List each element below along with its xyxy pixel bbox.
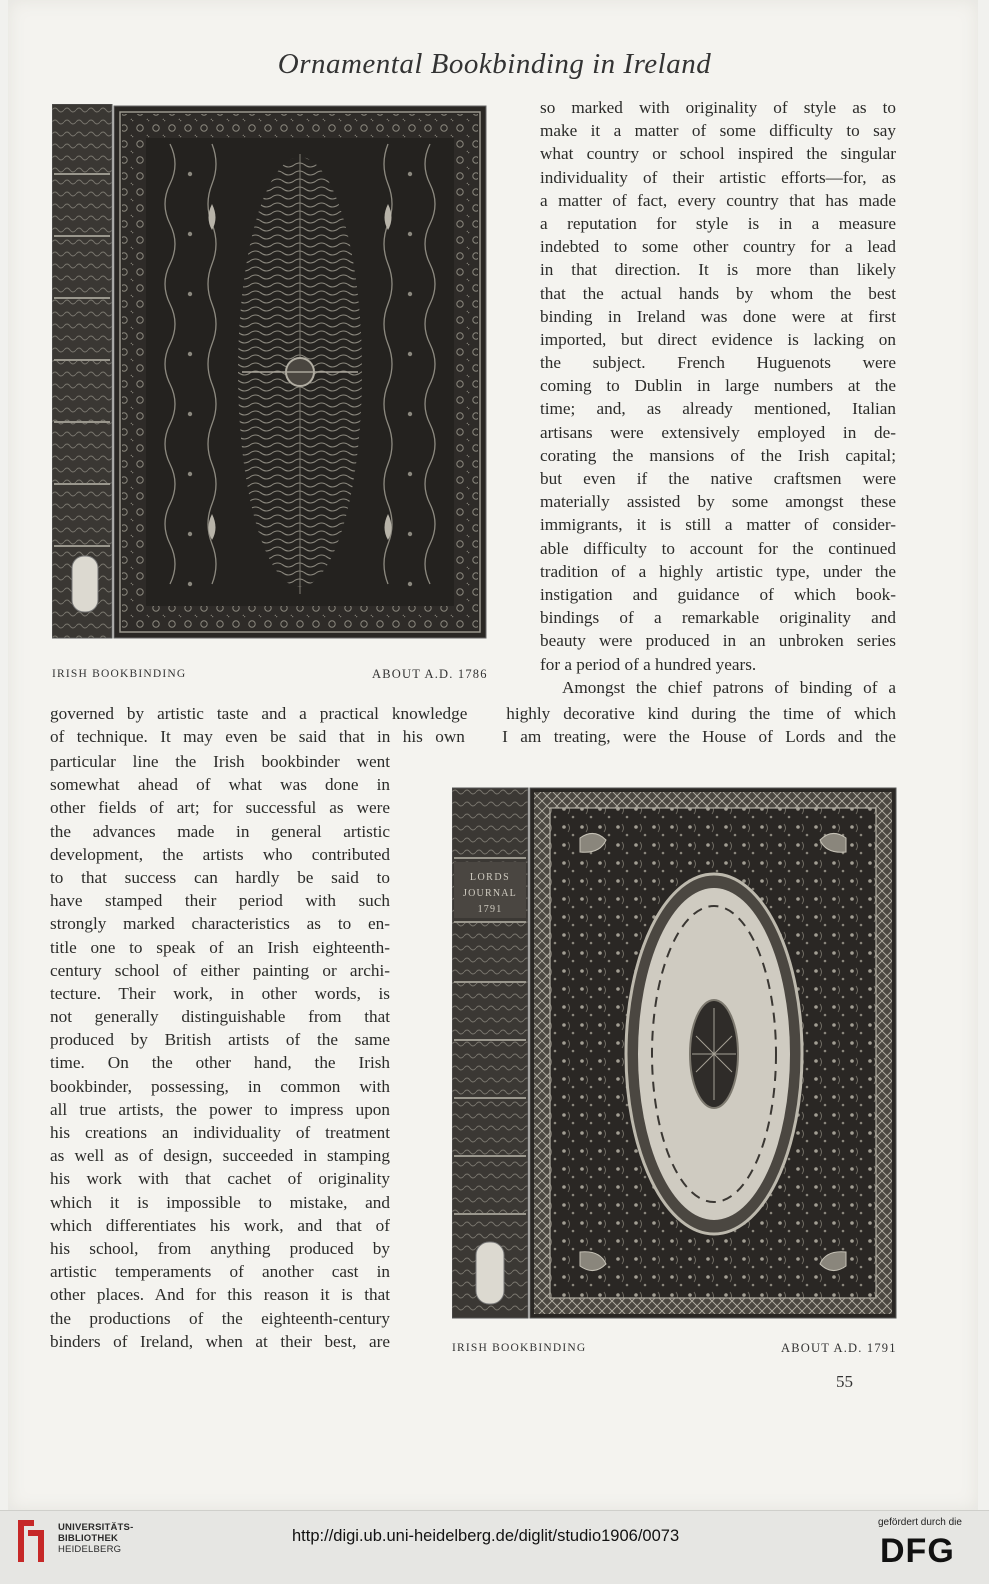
- dfg-logo: DFG: [880, 1532, 955, 1570]
- text-line: that the actual hands by whom the best: [540, 283, 896, 303]
- text-line: artisans were extensively employed in de-: [540, 422, 896, 442]
- text-line: immigrants, it is still a matter of consider-: [540, 515, 896, 535]
- text-line: other places. And for this reason it is that: [50, 1285, 390, 1305]
- text-line: his school, from anything produced by: [50, 1238, 390, 1258]
- text-line: corating the mansions of the Irish capital;: [540, 445, 896, 465]
- university-library-logo-icon: [14, 1516, 48, 1568]
- text-line: the subject. French Huguenots were: [540, 353, 896, 373]
- text-column-right: [540, 96, 896, 699]
- text-line: to that success can hardly be said to: [50, 867, 390, 887]
- library-line: UNIVERSITÄTS-: [58, 1522, 134, 1533]
- text-line: have stamped their period with such: [50, 891, 390, 911]
- text-line: artistic temperaments of another cast in: [50, 1262, 390, 1282]
- page-number: 55: [836, 1372, 853, 1391]
- figure-2-caption-date: ABOUT A.D. 1791: [781, 1341, 897, 1355]
- text-line: binding in Ireland was done were at first: [540, 306, 896, 326]
- text-line: a reputation for style is in a measure: [540, 213, 896, 233]
- text-line: individuality of their artistic efforts—for, as: [540, 167, 896, 187]
- text-line: what country or school inspired the singular: [540, 144, 896, 164]
- text-column-left: [50, 750, 390, 1353]
- text-line: make it a matter of some difficulty to say: [540, 121, 896, 141]
- text-line: governed by artistic taste and a practical knowledge highly decorative kind during the time of which: [50, 704, 896, 723]
- digitization-footer: [0, 1510, 989, 1584]
- source-url-link[interactable]: http://digi.ub.uni-heidelberg.de/diglit/studio1906/0073: [292, 1527, 680, 1545]
- text-full-width: [50, 702, 896, 748]
- library-line: BIBLIOTHEK: [58, 1533, 119, 1544]
- text-line: for a period of a hundred years.: [540, 654, 757, 674]
- text-line: materially assisted by some amongst these: [540, 492, 896, 512]
- text-line: his work with that cachet of originality: [50, 1169, 390, 1189]
- figure-2-caption-title: IRISH BOOKBINDING: [452, 1342, 587, 1354]
- text-line: bindings of a remarkable originality and: [540, 608, 896, 628]
- text-line: in that direction. It is more than likely: [540, 260, 896, 280]
- spine-label-lords: LORDS: [469, 872, 511, 883]
- text-line: instigation and guidance of which book-: [540, 584, 896, 604]
- figure-1-caption-title: IRISH BOOKBINDING: [52, 668, 187, 680]
- text-line: time. On the other hand, the Irish: [50, 1053, 390, 1073]
- text-line: Amongst the chief patrons of binding of a: [562, 677, 896, 697]
- figure-1-caption-date: ABOUT A.D. 1786: [372, 667, 488, 681]
- text-line: somewhat ahead of what was done in: [50, 775, 390, 795]
- text-line: strongly marked characteristics as to en-: [50, 914, 390, 934]
- text-line: not generally distinguishable from that: [50, 1007, 390, 1027]
- bookbinding-1791-image: [452, 786, 898, 1328]
- text-line: title one to speak of an Irish eighteenth-: [50, 937, 390, 957]
- text-line: indebted to some other country for a lead: [540, 237, 896, 257]
- text-line: which differentiates his work, and that of: [50, 1215, 390, 1235]
- bookbinding-1786-image: [52, 104, 490, 644]
- text-line: coming to Dublin in large numbers at the: [540, 376, 896, 396]
- running-title: Ornamental Bookbinding in Ireland: [277, 48, 712, 80]
- text-line: tecture. Their work, in other words, is: [50, 983, 390, 1003]
- text-line: produced by British artists of the same: [50, 1030, 390, 1050]
- spine-label-journal: JOURNAL: [463, 888, 517, 899]
- text-line: imported, but direct evidence is lacking on: [540, 329, 896, 349]
- text-line: tradition of a highly artistic type, under the: [540, 561, 896, 581]
- university-library-name: [58, 1522, 133, 1555]
- text-line: other fields of art; for successful as were: [50, 798, 390, 818]
- text-line: but even if the native craftsmen were: [540, 469, 896, 488]
- text-line: bookbinder, possessing, in common with: [50, 1076, 390, 1096]
- text-line: development, the artists who contributed: [50, 844, 390, 864]
- text-line: of technique. It may even be said that in his own I am treating, were the House of Lords and the: [50, 727, 896, 747]
- text-line: the productions of the eighteenth-century: [50, 1308, 390, 1328]
- text-line: his creations an individuality of treatment: [50, 1123, 390, 1142]
- text-line: so marked with originality of style as to: [540, 98, 896, 117]
- text-line: a matter of fact, every country that has made: [540, 190, 896, 210]
- text-line: all true artists, the power to impress upon: [50, 1099, 390, 1119]
- text-line: century school of either painting or archi-: [50, 960, 390, 980]
- text-line: beauty were produced in an unbroken series: [540, 631, 896, 651]
- text-line: which it is impossible to mistake, and: [50, 1192, 390, 1212]
- text-line: binders of Ireland, when at their best, are: [50, 1331, 390, 1351]
- text-line: as well as of design, succeeded in stamping: [50, 1146, 390, 1166]
- text-line: able difficulty to account for the continued: [540, 538, 896, 558]
- text-line: the advances made in general artistic: [50, 821, 390, 841]
- text-line: time; and, as already mentioned, Italian: [540, 399, 896, 419]
- library-line: HEIDELBERG: [58, 1544, 122, 1555]
- funder-note: gefördert durch die: [878, 1517, 962, 1528]
- spine-label-year: 1791: [477, 904, 503, 915]
- text-line: particular line the Irish bookbinder went: [50, 752, 390, 771]
